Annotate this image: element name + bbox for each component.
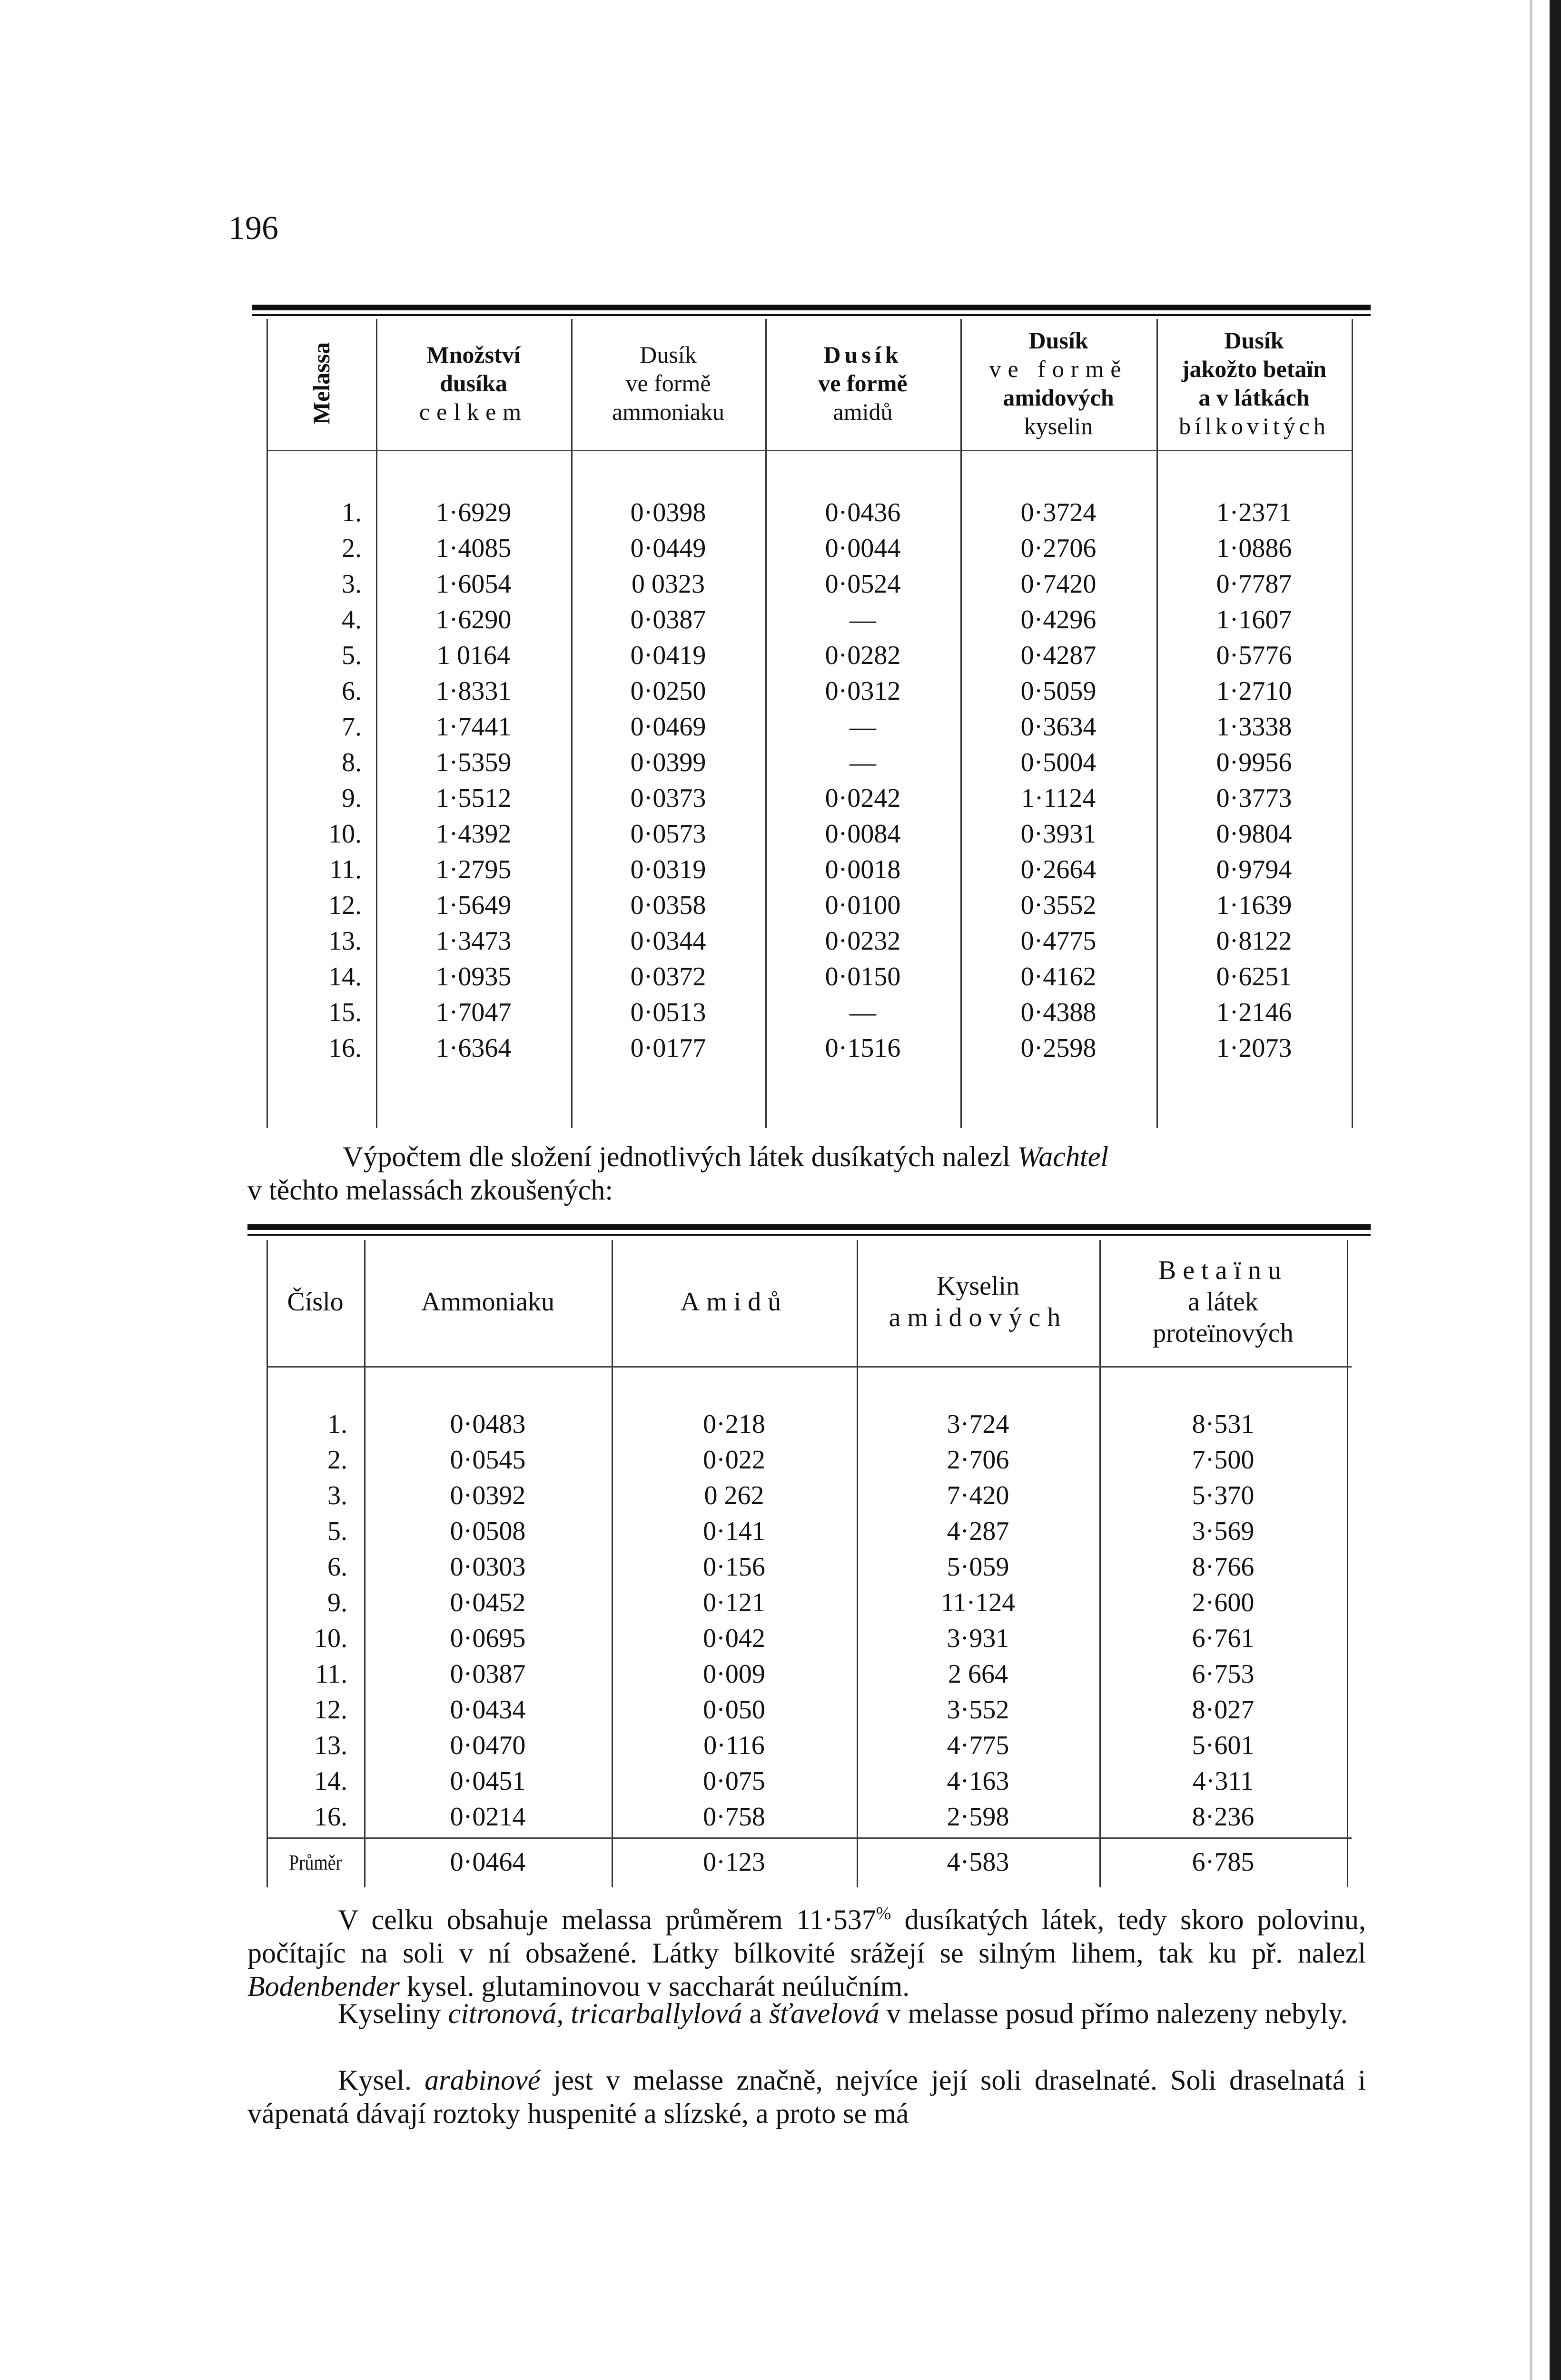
average-ammonia: 0·0464 bbox=[450, 1847, 526, 1877]
table-row: 6. 1·8331 0·0250 0·0312 0·5059 1·2710 bbox=[342, 676, 1292, 706]
header-betaine-protein-nitrogen: Dusík jakožto betaïn a v látkách bílkovitých bbox=[1179, 327, 1329, 439]
table-row: 3. 0·0392 0 262 7·420 5·370 bbox=[327, 1481, 1255, 1510]
table-row: 14. 0·0451 0·075 4·163 4·311 bbox=[314, 1766, 1254, 1796]
table-row: 11. 0·0387 0·009 2 664 6·753 bbox=[315, 1659, 1255, 1689]
table-row: 9. 1·5512 0·0373 0·0242 1·1124 0·3773 bbox=[342, 783, 1292, 813]
table-row: 10. 0·0695 0·042 3·931 6·761 bbox=[314, 1624, 1255, 1653]
table-row: 16. 1·6364 0·0177 0·1516 0·2598 1·2073 bbox=[328, 1033, 1292, 1063]
table2-header-rule bbox=[267, 1366, 1352, 1368]
table2-top-rule-thin bbox=[247, 1234, 1371, 1236]
intro-text-2: v těchto melassách zkoušených: bbox=[247, 1174, 613, 1206]
paragraph-arabinic-acid: Kysel. arabinové jest v melasse značně, nejvíce její soli draselnaté. Soli draselnatá i vápenatá dávají roztoky huspenité a slízské, a proto se má bbox=[247, 2064, 1366, 2129]
table1-top-rule bbox=[252, 305, 1371, 310]
table1-body bbox=[0, 495, 1561, 1066]
table1-header-rule bbox=[267, 450, 1352, 451]
table-row: 10. 1·4392 0·0573 0·0084 0·3931 0·9804 bbox=[328, 819, 1292, 849]
table-row: 6. 0·0303 0·156 5·059 8·766 bbox=[327, 1552, 1255, 1582]
table2-body bbox=[0, 1407, 1561, 1835]
table-row: 5. 0·0508 0·141 4·287 3·569 bbox=[327, 1517, 1255, 1546]
table2-average-rule bbox=[267, 1837, 1352, 1839]
table-row: 4. 1·6290 0·0387 — 0·4296 1·1607 bbox=[342, 605, 1292, 635]
table-row: 3. 1·6054 0 0323 0·0524 0·7420 0·7787 bbox=[342, 569, 1292, 599]
table-row: 16. 0·0214 0·758 2·598 8·236 bbox=[314, 1802, 1255, 1832]
table-row: 1. 0·0483 0·218 3·724 8·531 bbox=[327, 1409, 1255, 1439]
page-number: 196 bbox=[228, 210, 278, 247]
author-wachtel: Wachtel bbox=[1017, 1141, 1108, 1172]
average-label: Průměr bbox=[288, 1850, 342, 1874]
paragraph-nitrogen-summary: V celku obsahuje melassa průměrem 11·537% dusíkatých látek, tedy skoro polovinu, počítajíc na soli v ní obsažené. Látky bílkovité srážejí se silným lihem, tak ku př. nalezl Bodenbender kysel. glutaminovou v saccharát neúlučním. bbox=[247, 1904, 1366, 2002]
header-betaine-proteins: Betaïnu a látek proteïnových bbox=[1153, 1256, 1294, 1348]
author-bodenbender: Bodenbender bbox=[247, 1971, 400, 2002]
intro-text: Výpočtem dle složení jednotlivých látek dusíkatých nalezl bbox=[343, 1141, 1018, 1172]
header-total-nitrogen: Množství dusíka celkem bbox=[419, 341, 528, 425]
page-edge bbox=[1550, 0, 1561, 2380]
header-ammonia: Ammoniaku bbox=[421, 1287, 554, 1317]
header-number: Číslo bbox=[287, 1287, 344, 1317]
table-row: 14. 1·0935 0·0372 0·0150 0·4162 0·6251 bbox=[328, 962, 1292, 992]
intro-paragraph bbox=[247, 1140, 1366, 1207]
table-row: 1. 1·6929 0·0398 0·0436 0·3724 1·2371 bbox=[342, 498, 1292, 527]
table-row: 5. 1 0164 0·0419 0·0282 0·4287 0·5776 bbox=[342, 641, 1292, 670]
header-amide-acids: Kyselin amidových bbox=[889, 1271, 1067, 1332]
header-melassa: Melassa bbox=[307, 342, 335, 425]
header-amide-acid-nitrogen: Dusík ve formě amidových kyselin bbox=[989, 327, 1128, 439]
table-row: 12. 0·0434 0·050 3·552 8·027 bbox=[314, 1695, 1255, 1725]
paragraph-acids: Kyseliny citronová, tricarballylová a šťavelová v melasse posud přímo nalezeny nebyly. bbox=[338, 1998, 1348, 2029]
table-row: 13. 0·0470 0·116 4·775 5·601 bbox=[314, 1731, 1255, 1760]
page-edge-shadow bbox=[1530, 0, 1532, 2380]
average-row bbox=[0, 1844, 1561, 1880]
table-row: 13. 1·3473 0·0344 0·0232 0·4775 0·8122 bbox=[328, 926, 1292, 956]
average-amide-acids: 4·583 bbox=[947, 1847, 1009, 1877]
average-amides: 0·123 bbox=[703, 1847, 765, 1877]
table-row: 11. 1·2795 0·0319 0·0018 0·2664 0·9794 bbox=[329, 855, 1292, 884]
table2-top-rule bbox=[247, 1224, 1371, 1230]
table-row: 12. 1·5649 0·0358 0·0100 0·3552 1·1639 bbox=[328, 891, 1292, 920]
table-row: 9. 0·0452 0·121 11·124 2·600 bbox=[327, 1588, 1255, 1617]
header-amide-nitrogen: Dusík ve formě amidů bbox=[818, 341, 908, 425]
header-ammonia-nitrogen: Dusík ve formě ammoniaku bbox=[612, 341, 725, 425]
table-row: 2. 0·0545 0·022 2·706 7·500 bbox=[327, 1445, 1255, 1475]
table-row: 2. 1·4085 0·0449 0·0044 0·2706 1·0886 bbox=[342, 534, 1292, 563]
table-row: 15. 1·7047 0·0513 — 0·4388 1·2146 bbox=[328, 998, 1292, 1027]
average-betaine: 6·785 bbox=[1192, 1847, 1255, 1877]
header-amides: Amidů bbox=[680, 1287, 788, 1317]
table-row: 8. 1·5359 0·0399 — 0·5004 0·9956 bbox=[342, 748, 1292, 777]
table-row: 7. 1·7441 0·0469 — 0·3634 1·3338 bbox=[342, 712, 1292, 742]
table1-top-rule-thin bbox=[252, 314, 1371, 316]
